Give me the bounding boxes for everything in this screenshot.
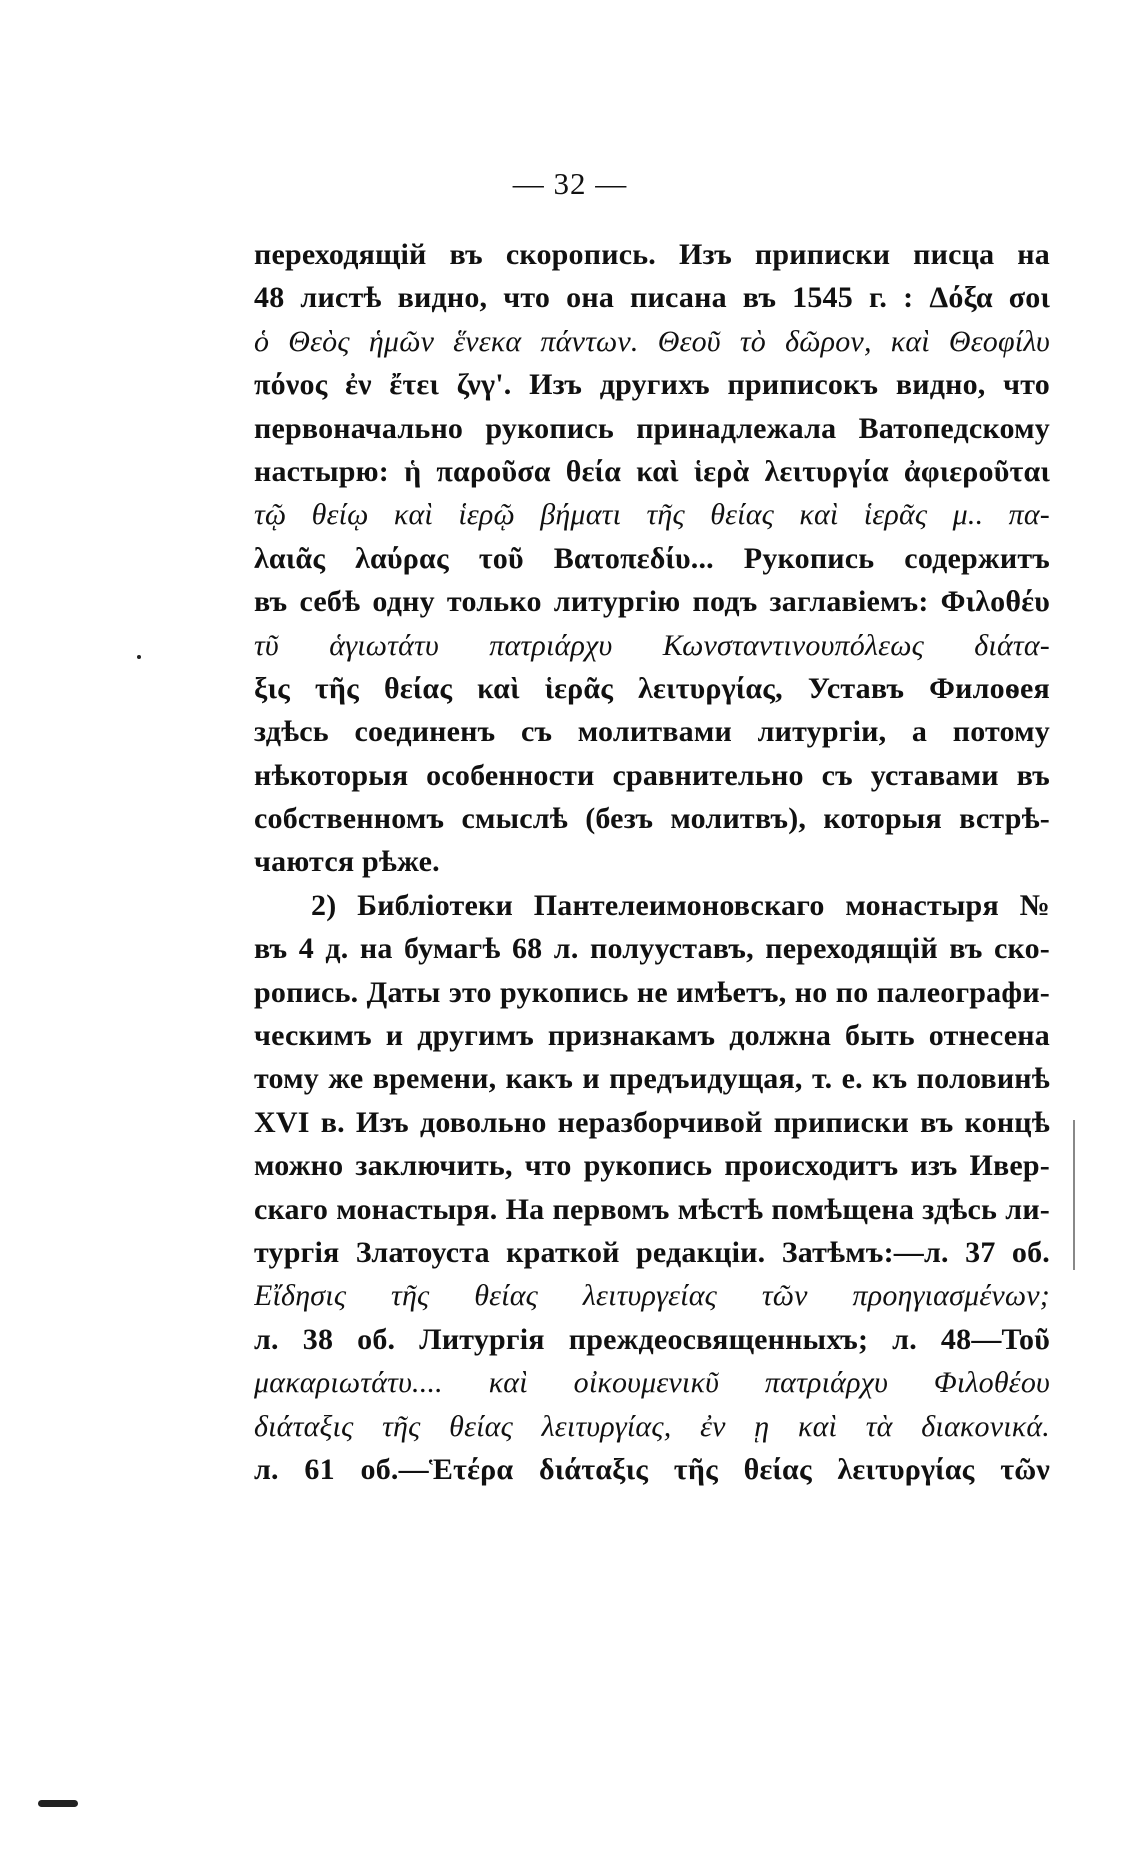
text-line: 2) Библіотеки Пантелеимоновскаго монастыря № — [311, 888, 1050, 922]
text-line: собственномъ смыслѣ (безъ молитвъ), которыя встрѣ- — [254, 802, 1050, 836]
text-line: л. 61 об.—Ἑτέρα διάταξις τῆς θείας λειτυργίας τῶν — [254, 1452, 1050, 1486]
text-line: Εἴδησις τῆς θείας λειτυργείας τῶν προηγιασμένων; — [254, 1279, 1050, 1313]
text-line: тургія Златоуста краткой редакціи. Затѣмъ:—л. 37 об. — [254, 1235, 1050, 1269]
text-line: здѣсь соединенъ съ молитвами литургіи, а потому — [254, 715, 1050, 749]
page-number: — 32 — — [512, 166, 628, 201]
text-line: τῦ ἁγιωτάτυ πατριάρχυ Κωνσταντινουπόλεως διάτα- — [254, 628, 1050, 662]
text-line: тому же времени, какъ и предъидущая, т. е. къ половинѣ — [254, 1062, 1050, 1096]
text-line: въ себѣ одну только литургію подъ заглавіемъ: Φιλοθέυ — [254, 585, 1050, 619]
text-line: πόνος ἐν ἔτει ζνγ'. Изъ другихъ приписокъ видно, что — [254, 368, 1050, 402]
text-line: чаются рѣже. — [254, 845, 440, 879]
text-line: скаго монастыря. На первомъ мѣстѣ помѣщена здѣсь ли- — [254, 1192, 1050, 1226]
text-line: ὁ Θεὸς ἡμῶν ἕνεκα πάντων. Θεοῦ τὸ δῶρον, καὶ Θεοφίλυ — [254, 324, 1050, 358]
text-line: можно заключить, что рукопись происходитъ изъ Ивер- — [254, 1149, 1050, 1183]
text-line: ξις τῆς θείας καὶ ἱερᾶς λειτυργίας, Уставъ Филоѳея — [254, 671, 1050, 705]
scan-mark — [1073, 1120, 1075, 1270]
text-line: λαιᾶς λαύρας τοῦ Βατοπεδίυ... Рукопись содержитъ — [254, 541, 1050, 575]
text-line: переходящій въ скоропись. Изъ приписки писца на — [254, 238, 1050, 271]
text-line: μακαριωτάτυ.... καὶ οἰκουμενικῦ πατριάρχυ Φιλοθέου — [254, 1366, 1050, 1400]
scan-mark — [38, 1800, 78, 1807]
text-line: въ 4 д. на бумагѣ 68 л. полууставъ, переходящій въ ско- — [254, 932, 1050, 966]
body-text — [254, 233, 1050, 1491]
text-line: первоначально рукопись принадлежала Ватопедскому — [254, 411, 1050, 445]
text-line: 48 листѣ видно, что она писана въ 1545 г. : Δόξα σοι — [254, 281, 1050, 315]
scan-mark — [137, 655, 141, 659]
text-line: ческимъ и другимъ признакамъ должна быть отнесена — [254, 1019, 1050, 1053]
text-line: διάταξις τῆς θείας λειτυργίας, ἐν ῃ καὶ τὰ διακονικά. — [254, 1409, 1050, 1443]
text-line: настырю: ἡ παροῦσα θεία καὶ ἱερὰ λειτυργία ἀφιερoῦται — [254, 454, 1050, 488]
text-line: ропись. Даты это рукопись не имѣетъ, но по палеографи- — [254, 975, 1050, 1009]
text-line: τῷ θείῳ καὶ ἱερῷ βήματι τῆς θείας καὶ ἱερᾶς μ.. πα- — [254, 498, 1050, 532]
text-line: нѣкоторыя особенности сравнительно съ уставами въ — [254, 758, 1050, 792]
text-line: л. 38 об. Литургія преждеосвященныхъ; л. 48—Τοῦ — [254, 1322, 1050, 1356]
text-line: XVI в. Изъ довольно неразборчивой приписки въ концѣ — [254, 1105, 1050, 1139]
